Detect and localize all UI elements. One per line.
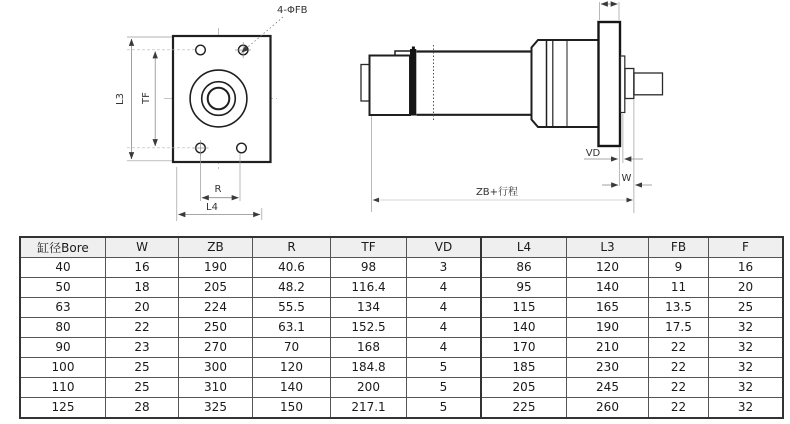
table-cell: 22 [649, 337, 709, 357]
table-row [20, 377, 783, 397]
table-cell: 120 [253, 357, 331, 377]
tf-dim-label: TF [141, 92, 152, 104]
table-cell: 18 [106, 277, 179, 297]
table-cell: 13.5 [649, 297, 709, 317]
table-cell: 32 [709, 397, 784, 418]
table-cell: 50 [20, 277, 106, 297]
table-row [20, 277, 783, 297]
table-row [20, 317, 783, 337]
table-cell: 40.6 [253, 257, 331, 277]
table-cell: 224 [179, 297, 253, 317]
column-header-bore: 缸径Bore [20, 237, 106, 257]
table-cell: 205 [179, 277, 253, 297]
table-cell: 115 [481, 297, 567, 317]
table-cell: 150 [253, 397, 331, 418]
table-row [20, 297, 783, 317]
table-cell: 230 [567, 357, 649, 377]
table-cell: 120 [567, 257, 649, 277]
table-cell: 310 [179, 377, 253, 397]
head-block [532, 40, 599, 127]
bolt-hole-top-left [196, 45, 206, 55]
column-header-l3: L3 [567, 237, 649, 257]
column-header-f: F [709, 237, 784, 257]
table-cell: 22 [649, 397, 709, 418]
table-cell: 63.1 [253, 317, 331, 337]
zb-stroke-label: ZB+行程 [475, 187, 519, 198]
w-dim-label: W [621, 173, 632, 184]
table-row [20, 337, 783, 357]
table-cell: 25 [709, 297, 784, 317]
bolt-hole-bottom-right [237, 143, 247, 153]
table-cell: 25 [106, 377, 179, 397]
table-cell: 125 [20, 397, 106, 418]
rod-shoulder [625, 69, 634, 99]
spec-table [19, 236, 784, 419]
table-cell: 20 [709, 277, 784, 297]
table-cell: 325 [179, 397, 253, 418]
vd-dim-label: VD [585, 148, 601, 159]
table-cell: 11 [649, 277, 709, 297]
table-cell: 260 [567, 397, 649, 418]
table-cell: 184.8 [331, 357, 407, 377]
pilot-boss [621, 56, 625, 113]
table-cell: 16 [709, 257, 784, 277]
table-cell: 210 [567, 337, 649, 357]
table-row [20, 257, 783, 277]
column-header-l4: L4 [481, 237, 567, 257]
table-cell: 5 [407, 397, 482, 418]
column-header-w: W [106, 237, 179, 257]
table-cell: 245 [567, 377, 649, 397]
rear-stub [361, 65, 370, 102]
table-cell: 48.2 [253, 277, 331, 297]
column-header-r: R [253, 237, 331, 257]
column-header-vd: VD [407, 237, 482, 257]
table-cell: 168 [331, 337, 407, 357]
table-cell: 140 [481, 317, 567, 337]
table-cell: 190 [567, 317, 649, 337]
rear-cap [370, 56, 411, 116]
table-cell: 300 [179, 357, 253, 377]
table-cell: 70 [253, 337, 331, 357]
table-cell: 170 [481, 337, 567, 357]
l4-dim-label: L4 [206, 202, 218, 213]
table-cell: 4 [407, 297, 482, 317]
table-cell: 25 [106, 357, 179, 377]
table-row [20, 397, 783, 418]
side-view [361, 2, 663, 213]
table-cell: 95 [481, 277, 567, 297]
table-cell: 4 [407, 337, 482, 357]
table-cell: 32 [709, 337, 784, 357]
table-cell: 4 [407, 317, 482, 337]
table-cell: 17.5 [649, 317, 709, 337]
table-row [20, 357, 783, 377]
column-header-tf: TF [331, 237, 407, 257]
flange-plate [173, 36, 271, 162]
table-cell: 55.5 [253, 297, 331, 317]
table-cell: 225 [481, 397, 567, 418]
table-cell: 5 [407, 357, 482, 377]
hole-callout-label: 4-ΦFB [277, 5, 308, 16]
table-cell: 20 [106, 297, 179, 317]
front-view [115, 5, 308, 221]
table-cell: 23 [106, 337, 179, 357]
table-cell: 250 [179, 317, 253, 337]
table-cell: 140 [567, 277, 649, 297]
table-cell: 9 [649, 257, 709, 277]
table-cell: 86 [481, 257, 567, 277]
table-cell: 28 [106, 397, 179, 418]
table-cell: 90 [20, 337, 106, 357]
table-cell: 205 [481, 377, 567, 397]
table-cell: 40 [20, 257, 106, 277]
table-cell: 80 [20, 317, 106, 337]
table-cell: 32 [709, 357, 784, 377]
table-cell: 4 [407, 277, 482, 297]
table-cell: 22 [106, 317, 179, 337]
l3-dim-label: L3 [115, 93, 126, 105]
table-cell: 22 [649, 377, 709, 397]
table-cell: 140 [253, 377, 331, 397]
table-cell: 22 [649, 357, 709, 377]
table-cell: 200 [331, 377, 407, 397]
table-cell: 98 [331, 257, 407, 277]
spec-table-header [20, 237, 783, 257]
table-cell: 110 [20, 377, 106, 397]
table-cell: 134 [331, 297, 407, 317]
column-header-fb: FB [649, 237, 709, 257]
table-cell: 190 [179, 257, 253, 277]
table-cell: 217.1 [331, 397, 407, 418]
table-cell: 3 [407, 257, 482, 277]
table-cell: 185 [481, 357, 567, 377]
table-cell: 63 [20, 297, 106, 317]
table-cell: 152.5 [331, 317, 407, 337]
table-cell: 32 [709, 317, 784, 337]
table-cell: 116.4 [331, 277, 407, 297]
piston-rod [634, 73, 663, 95]
table-cell: 100 [20, 357, 106, 377]
table-cell: 165 [567, 297, 649, 317]
seal-band [410, 49, 416, 116]
table-cell: 270 [179, 337, 253, 357]
mounting-flange [599, 22, 621, 146]
column-header-zb: ZB [179, 237, 253, 257]
table-cell: 16 [106, 257, 179, 277]
table-cell: 5 [407, 377, 482, 397]
table-cell: 32 [709, 377, 784, 397]
r-dim-label: R [214, 184, 222, 195]
